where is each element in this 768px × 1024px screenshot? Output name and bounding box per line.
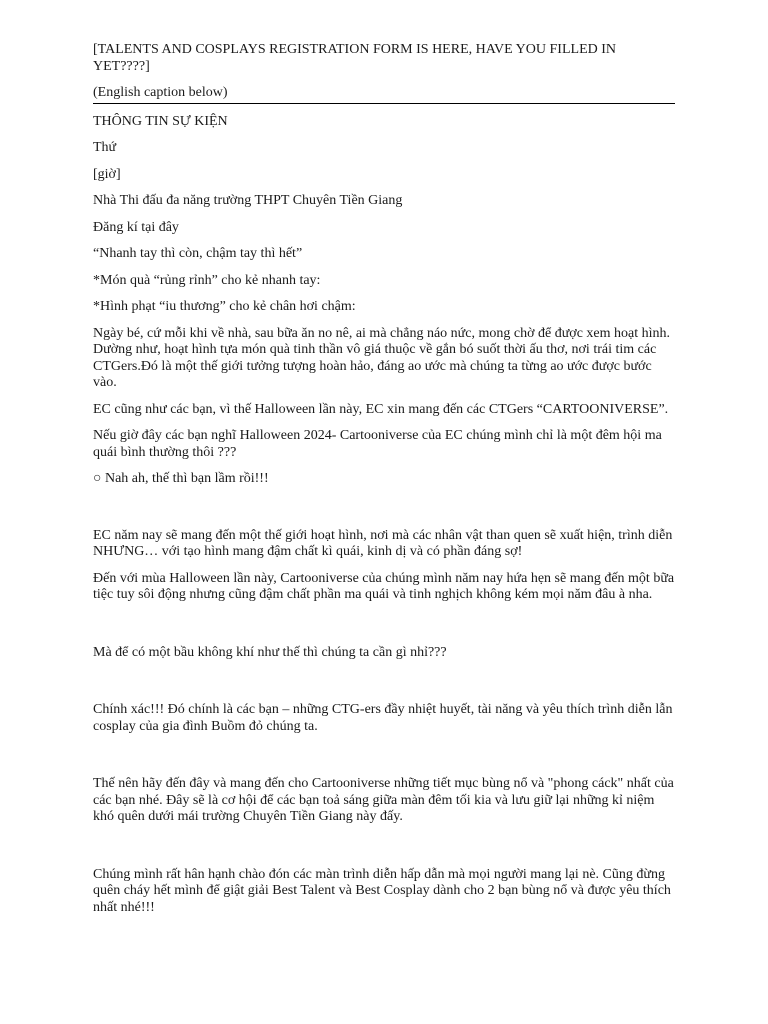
blank-line xyxy=(93,498,675,528)
paragraph-exactly: Chính xác!!! Đó chính là các bạn – những CTG-ers đầy nhiệt huyết, tài năng và yêu thích trình diễn lẫn cosplay của gia đình Buồm đỏ chúng ta. xyxy=(93,702,673,734)
headline: [TALENTS AND COSPLAYS REGISTRATION FORM IS HERE, HAVE YOU FILLED IN YET????] xyxy=(93,42,616,74)
gift-line: *Món quà “rủng rỉnh” cho kẻ nhanh tay: xyxy=(93,272,321,288)
document-page xyxy=(93,42,675,926)
paragraph-childhood: Ngày bé, cứ mỗi khi về nhà, sau bữa ăn no nê, ai mà chẳng náo nức, mong chờ để được xem hoạt hình. Dường như, hoạt hình tựa món quà tinh thần vô giá thuộc về gắn bó suốt thời ấu thơ, nơi trái tim các CTGers.Đó là một thế giới tưởng tượng hoàn hảo, đáng ao ước mà chúng ta từng ao ước được bước vào. xyxy=(93,325,671,390)
blank-line xyxy=(93,671,675,702)
event-day: Thứ xyxy=(93,140,117,155)
penalty-line: *Hình phạt “iu thương” cho kẻ chân hơi chậm: xyxy=(93,299,356,314)
blank-line xyxy=(93,836,675,867)
paragraph-nah-ah: ○ Nah ah, thế thì bạn lầm rồi!!! xyxy=(93,471,269,486)
paragraph-atmosphere: Mà để có một bầu không khí như thế thì chúng ta cần gì nhỉ??? xyxy=(93,644,447,660)
blank-line xyxy=(93,614,675,645)
english-caption-note: (English caption below) xyxy=(93,85,675,104)
slogan-line: “Nhanh tay thì còn, chậm tay thì hết” xyxy=(93,246,303,261)
paragraph-cartoon-world: EC năm nay sẽ mang đến một thế giới hoạt hình, nơi mà các nhân vật than quen sẽ xuất hiện, trình diễn NHƯNG… với tạo hình mang đậm chất kì quái, kinh dị và có phần đáng sợ! xyxy=(93,527,673,559)
paragraph-welcome: Chúng mình rất hân hạnh chào đón các màn trình diễn hấp dẫn mà mọi người mang lại nè. Cũng đừng quên cháy hết mình để giật giải Best Talent và Best Cosplay dành cho 2 bạn bùng nổ và được yêu thích nhất nhé!!! xyxy=(93,866,671,915)
event-info-heading: THÔNG TIN SỰ KIỆN xyxy=(93,113,228,129)
event-time: [giờ] xyxy=(93,166,121,182)
register-line: Đăng kí tại đây xyxy=(93,219,179,235)
blank-line xyxy=(93,745,675,776)
paragraph-question: Nếu giờ đây các bạn nghĩ Halloween 2024- Cartooniverse của EC chúng mình chỉ là một đêm hội ma quái bình thường thôi ??? xyxy=(93,428,662,460)
event-venue: Nhà Thi đấu đa năng trường THPT Chuyên Tiền Giang xyxy=(93,193,403,208)
paragraph-halloween-party: Đến với mùa Halloween lần này, Cartooniverse của chúng mình năm nay hứa hẹn sẽ mang đến một bữa tiệc tuy sôi động nhưng cũng đậm chất phần ma quái và tinh nghịch không kém mọi năm đâu à nha. xyxy=(93,570,675,602)
paragraph-cartooniverse-intro: EC cũng như các bạn, vì thế Halloween lần này, EC xin mang đến các CTGers “CARTOONIVERSE”. xyxy=(93,401,669,417)
paragraph-come-here: Thế nên hãy đến đây và mang đến cho Cartooniverse những tiết mục bùng nổ và "phong cáck" nhất của các bạn nhé. Đây sẽ là cơ hội để các bạn toả sáng giữa màn đêm tối kia và lưu giữ lại những kỉ niệm khó quên dưới mái trường Chuyên Tiền Giang này đấy. xyxy=(93,776,674,824)
